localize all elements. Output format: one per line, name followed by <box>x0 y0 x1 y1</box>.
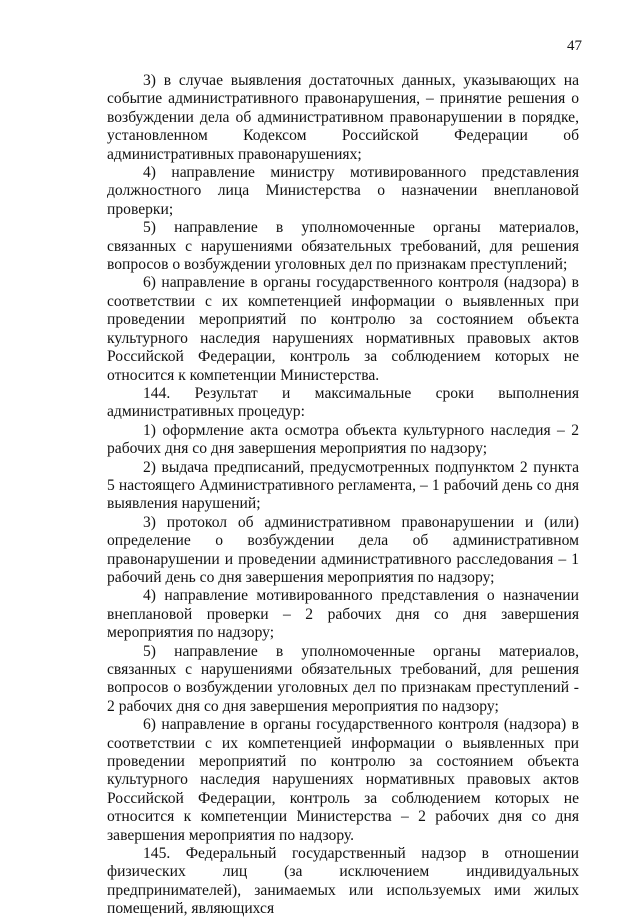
paragraph-result-1: 1) оформление акта осмотра объекта культурного наследия – 2 рабочих дня со дня завершения мероприятия по надзору; <box>107 421 579 458</box>
paragraph-item-4: 4) направление министру мотивированного представления должностного лица Министерства о назначении внеплановой проверки; <box>107 164 579 218</box>
paragraph-clause-145: 145. Федеральный государственный надзор в отношении физических лиц (за исключением индивидуальных предпринимателей), занимаемых или используемых ими жилых помещений, являющихся <box>107 845 579 918</box>
paragraph-item-3: 3) в случае выявления достаточных данных, указывающих на событие административного правонарушения, – принятие решения о возбуждении дела об административном правонарушении в порядке, установленном Кодексом Российской Федерации об административных правонарушениях; <box>107 72 579 163</box>
body-text <box>107 72 579 919</box>
paragraph-result-2: 2) выдача предписаний, предусмотренных подпунктом 2 пункта 5 настоящего Административного регламента, – 1 рабочий день со дня выявления нарушений; <box>107 458 579 513</box>
paragraph-result-6: 6) направление в органы государственного контроля (надзора) в соответствии с их компетенцией информации о выявленных при проведении мероприятий по контролю за состоянием объекта культурного наследия нарушениях нормативных правовых актов Российской Федерации, контроль за соблюдением которых не относится к компетенции Министерства – 2 рабочих дня со дня завершения мероприятия по надзору. <box>107 716 579 844</box>
paragraph-result-4: 4) направление мотивированного представления о назначении внеплановой проверки – 2 рабочих дня со дня завершения мероприятия по надзору; <box>107 587 579 642</box>
paragraph-clause-144: 144. Результат и максимальные сроки выполнения административных процедур: <box>107 384 579 421</box>
paragraph-result-5: 5) направление в уполномоченные органы материалов, связанных с нарушениями обязательных требований, для решения вопросов о возбуждении уголовных дел по признакам преступлений - 2 рабочих дня со дня завершения мероприятия по надзору; <box>107 642 579 715</box>
paragraph-result-3: 3) протокол об административном правонарушении и (или) определение о возбуждении дела об административном правонарушении и проведении административного расследования – 1 рабочий день со дня завершения мероприятия по надзору; <box>107 513 579 586</box>
paragraph-item-6: 6) направление в органы государственного контроля (надзора) в соответствии с их компетенцией информации о выявленных при проведении мероприятий по контролю за состоянием объекта культурного наследия нарушениях нормативных правовых актов Российской Федерации, контроль за соблюдением которых не относится к компетенции Министерства. <box>107 274 579 384</box>
paragraph-item-5: 5) направление в уполномоченные органы материалов, связанных с нарушениями обязательных требований, для решения вопросов о возбуждении уголовных дел по признакам преступлений; <box>107 219 579 274</box>
page-number: 47 <box>567 38 582 54</box>
